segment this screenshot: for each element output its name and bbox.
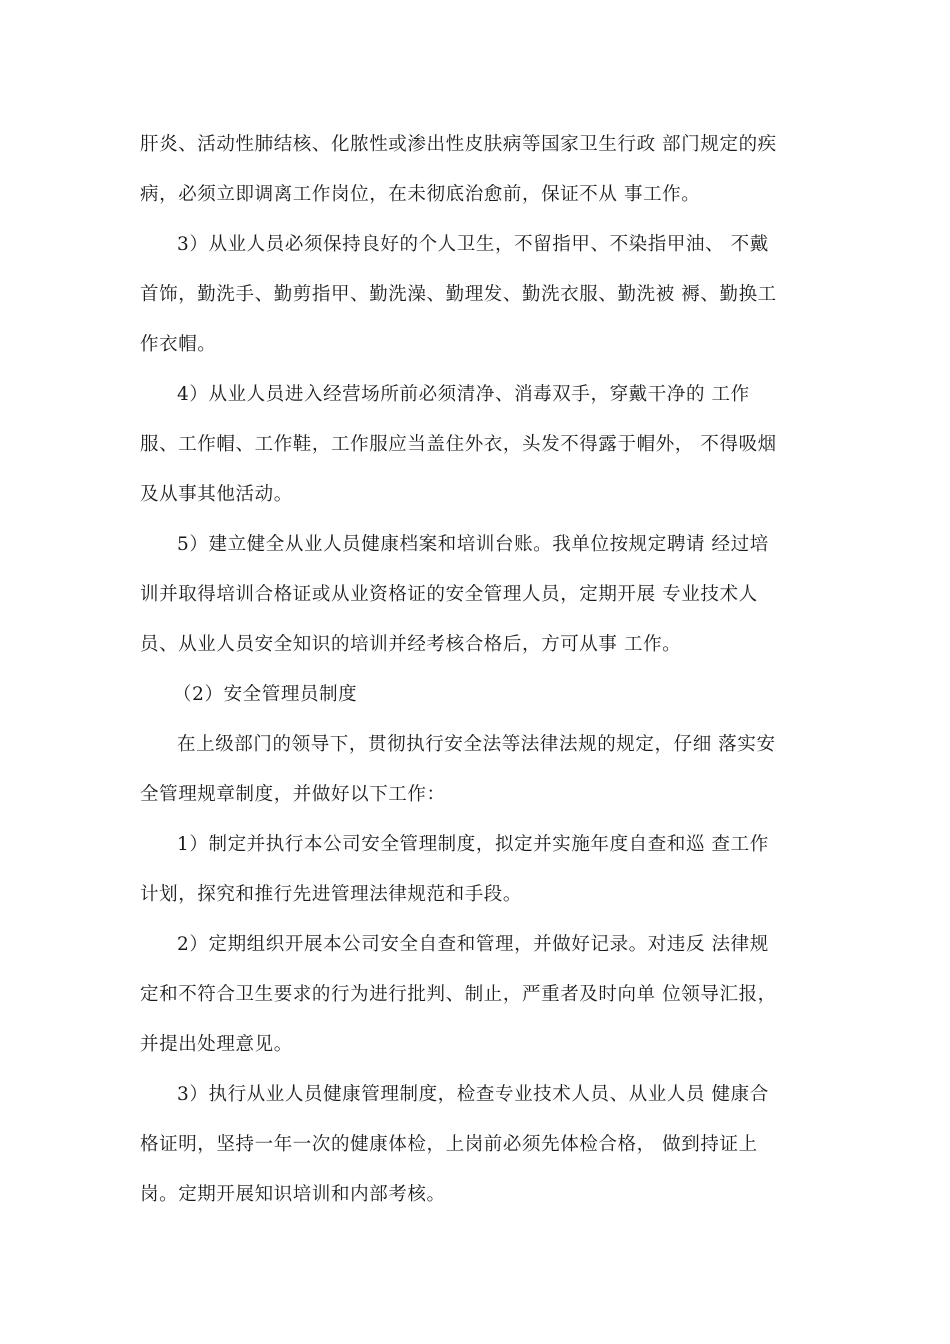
- text-line: 定和不符合卫生要求的行为进行批判、制止，严重者及时向单 位领导汇报，: [140, 984, 777, 1005]
- text-line: 及从事其他活动。: [140, 484, 293, 505]
- text-line: 3）执行从业人员健康管理制度，检查专业技术人员、从业人员 健康合: [177, 1084, 769, 1105]
- text-line: 1）制定并执行本公司安全管理制度，拟定并实施年度自查和巡 查工作: [177, 834, 769, 855]
- text-line: 并提出处理意见。: [140, 1034, 293, 1055]
- paragraph-safety-officer-intro: [140, 720, 826, 820]
- paragraph-management-system: [140, 820, 826, 920]
- text-line: 5）建立健全从业人员健康档案和培训台账。我单位按规定聘请 经过培: [177, 534, 769, 555]
- paragraph-self-inspection: [140, 920, 826, 1070]
- paragraph-health-management: [140, 1070, 826, 1220]
- text-line: 2）定期组织开展本公司安全自查和管理，并做好记录。对违反 法律规: [177, 934, 769, 955]
- text-line: 格证明，坚持一年一次的健康体检，上岗前必须先体检合格， 做到持证上: [140, 1134, 758, 1155]
- document-page: [140, 120, 826, 1220]
- section-heading-text: （2）安全管理员制度: [173, 684, 358, 705]
- text-line: 服、工作帽、工作鞋，工作服应当盖住外衣，头发不得露于帽外， 不得吸烟: [140, 434, 777, 455]
- section-heading-safety-officer: [140, 670, 826, 720]
- text-line: 岗。定期开展知识培训和内部考核。: [140, 1184, 446, 1205]
- paragraph-personal-hygiene: [140, 220, 826, 370]
- text-line: 全管理规章制度，并做好以下工作：: [140, 784, 446, 805]
- text-line: 3）从业人员必须保持良好的个人卫生，不留指甲、不染指甲油、 不戴: [177, 234, 769, 255]
- text-line: 在上级部门的领导下，贯彻执行安全法等法律法规的规定，仔细 落实安: [177, 734, 776, 755]
- text-line: 计划，探究和推行先进管理法律规范和手段。: [140, 884, 523, 905]
- paragraph-entry-requirements: [140, 370, 826, 520]
- text-line: 作衣帽。: [140, 334, 217, 355]
- paragraph-health-disqualification: [140, 120, 826, 220]
- text-line: 肝炎、活动性肺结核、化脓性或渗出性皮肤病等国家卫生行政 部门规定的疾: [140, 134, 777, 155]
- text-line: 首饰，勤洗手、勤剪指甲、勤洗澡、勤理发、勤洗衣服、勤洗被 褥、勤换工: [140, 284, 777, 305]
- text-line: 训并取得培训合格证或从业资格证的安全管理人员，定期开展 专业技术人: [140, 584, 758, 605]
- text-line: 员、从业人员安全知识的培训并经考核合格后，方可从事 工作。: [140, 634, 682, 655]
- text-line: 4）从业人员进入经营场所前必须清净、消毒双手，穿戴干净的 工作: [177, 384, 750, 405]
- paragraph-health-records: [140, 520, 826, 670]
- text-line: 病，必须立即调离工作岗位，在未彻底治愈前，保证不从 事工作。: [140, 184, 701, 205]
